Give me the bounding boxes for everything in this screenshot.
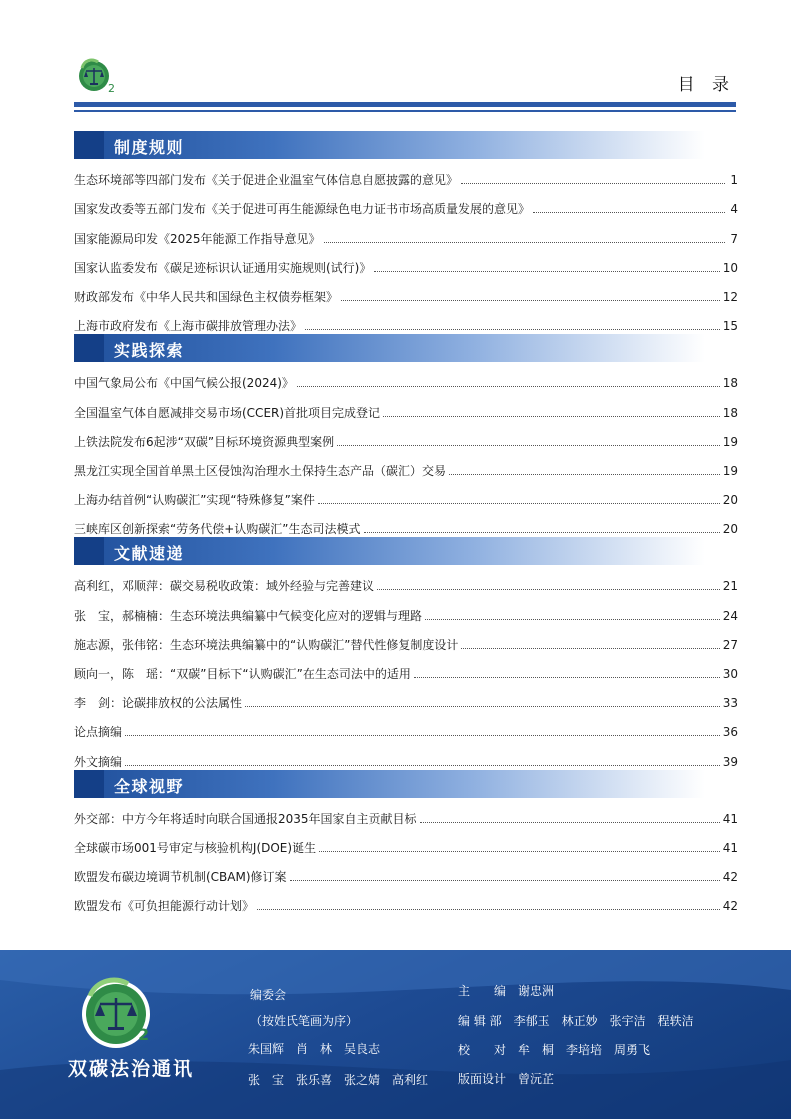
dot-leader — [290, 879, 720, 881]
toc-page-number: 4 — [730, 202, 738, 217]
toc-page-number: 18 — [722, 405, 738, 420]
scales-globe-logo-icon — [76, 974, 156, 1054]
toc-entry-title: 生态环境部等四部门发布《关于促进企业温室气体信息自愿披露的意见》 — [74, 173, 459, 188]
dot-leader — [257, 908, 720, 910]
section-header-accent — [74, 131, 104, 159]
section-header — [74, 131, 738, 159]
toc-entry[interactable] — [74, 391, 738, 420]
board-members-2: 张 宝 张乐喜 张之婧 高利红 — [248, 1073, 429, 1087]
svg-text:2: 2 — [138, 1025, 150, 1044]
toc-entry[interactable] — [74, 653, 738, 682]
toc-entry[interactable] — [74, 682, 738, 711]
dot-leader — [319, 850, 720, 852]
toc-entry[interactable] — [74, 362, 738, 391]
dot-leader — [377, 588, 720, 590]
toc-entry[interactable] — [74, 188, 738, 217]
section-header — [74, 770, 738, 798]
toc-entry-title: 黑龙江实现全国首单黑土区侵蚀沟治理水土保持生态产品（碳汇）交易 — [74, 463, 447, 478]
toc-page-number: 39 — [722, 754, 738, 769]
toc-page-number: 24 — [722, 608, 738, 623]
toc-entry-title: 顾向一，陈 瑶：“双碳”目标下“认购碳汇”在生态司法中的适用 — [74, 667, 411, 681]
ordering-note: （按姓氏笔画为序） — [250, 1014, 359, 1028]
toc-entry-title: 上海办结首例“认购碳汇”实现“特殊修复”案件 — [74, 493, 315, 508]
toc-page-number: 20 — [722, 522, 738, 537]
dot-leader — [125, 764, 720, 766]
toc-entry-title: 外交部：中方今年将适时向联合国通报2035年国家自主贡献目标 — [74, 811, 417, 826]
toc-page-number: 15 — [722, 319, 738, 334]
toc-page-number: 42 — [722, 870, 738, 885]
dot-leader — [414, 676, 720, 678]
toc-entry[interactable] — [74, 450, 738, 479]
toc-page-number: 1 — [730, 173, 738, 188]
dot-leader — [305, 328, 720, 330]
toc-entry-title: 外文摘编 — [74, 754, 123, 769]
toc-entry[interactable] — [74, 711, 738, 740]
section-header-accent — [74, 334, 104, 362]
toc-entry-title: 上铁法院发布6起涉“双碳”目标环境资源典型案例 — [74, 434, 335, 449]
header-rule — [74, 102, 736, 107]
toc-page-number: 18 — [722, 376, 738, 391]
section-title: 制度规则 — [114, 138, 185, 157]
dot-leader — [318, 502, 720, 504]
layout-designer: 版面设计 曾沅芷 — [458, 1072, 555, 1086]
dot-leader — [461, 182, 725, 184]
publication-name: 双碳法治通讯 — [68, 1058, 195, 1080]
toc-entry[interactable] — [74, 885, 738, 914]
page-title: 目 录 — [677, 75, 735, 95]
chief-editor: 主 编 谢忠洲 — [458, 984, 555, 998]
toc-entry-title: 全国温室气体自愿减排交易市场(CCER)首批项目完成登记 — [74, 405, 381, 420]
dot-leader — [125, 734, 720, 736]
toc-entry-title: 张 宝，郝楠楠：生态环境法典编纂中气候变化应对的逻辑与理路 — [74, 608, 423, 623]
toc-entry[interactable] — [74, 217, 738, 246]
toc-entry-title: 欧盟发布《可负担能源行动计划》 — [74, 899, 255, 914]
toc-page-number: 30 — [722, 667, 738, 681]
toc-entry-title: 三峡库区创新探索“劳务代偿+认购碳汇”生态司法模式 — [74, 522, 361, 537]
toc-entry[interactable] — [74, 479, 738, 508]
toc-page-number: 42 — [722, 899, 738, 914]
section-title: 文献速递 — [114, 544, 185, 564]
toc-entry-title: 中国气象局公布《中国气候公报(2024)》 — [74, 376, 294, 391]
toc-entry-title: 高利红，邓顺萍：碳交易税收政策：域外经验与完善建议 — [74, 579, 375, 594]
toc-page-number: 12 — [722, 289, 738, 304]
toc-page-number: 36 — [722, 725, 738, 740]
toc-page-number: 19 — [722, 463, 738, 478]
section-header-accent — [74, 537, 104, 565]
svg-text:2: 2 — [108, 82, 115, 95]
toc-entry-title: 施志源，张伟铭：生态环境法典编纂中的“认购碳汇”替代性修复制度设计 — [74, 637, 459, 652]
editorial-staff: 编 辑 部 李郁玉 林正妙 张宇洁 程轶洁 — [458, 1014, 694, 1028]
footer-banner — [0, 950, 791, 1119]
dot-leader — [364, 531, 720, 533]
toc-page-number: 21 — [722, 579, 738, 594]
header-rule-thin — [74, 110, 736, 112]
toc-page-number: 41 — [722, 811, 738, 826]
toc-entry[interactable] — [74, 247, 738, 276]
toc-entry-title: 李 剑：论碳排放权的公法属性 — [74, 696, 243, 711]
toc-entry[interactable] — [74, 508, 738, 537]
scales-globe-logo-icon — [74, 56, 120, 96]
toc-entry[interactable] — [74, 624, 738, 653]
toc-entry[interactable] — [74, 856, 738, 885]
section-title: 全球视野 — [114, 776, 185, 796]
toc-entry[interactable] — [74, 276, 738, 305]
toc-entry[interactable] — [74, 798, 738, 827]
section-header — [74, 537, 738, 565]
toc-page-number: 33 — [722, 696, 738, 711]
dot-leader — [533, 211, 725, 213]
dot-leader — [297, 385, 720, 387]
toc-page-number: 19 — [722, 434, 738, 449]
dot-leader — [341, 299, 720, 301]
dot-leader — [425, 618, 720, 620]
toc-entry[interactable] — [74, 740, 738, 769]
toc-entry-title: 论点摘编 — [74, 725, 123, 740]
toc-entry-title: 全球碳市场001号审定与核验机构J(DOE)诞生 — [74, 840, 317, 855]
toc-entry-title: 国家发改委等五部门发布《关于促进可再生能源绿色电力证书市场高质量发展的意见》 — [74, 202, 531, 217]
toc-page-number: 41 — [722, 840, 738, 855]
toc-page-number: 20 — [722, 493, 738, 508]
section-header — [74, 334, 738, 362]
dot-leader — [383, 415, 720, 417]
dot-leader — [245, 705, 720, 707]
table-of-contents — [74, 131, 738, 914]
dot-leader — [461, 647, 719, 649]
toc-page-number: 10 — [722, 260, 738, 275]
proofreaders: 校 对 牟 桐 李培培 周勇飞 — [458, 1043, 651, 1057]
toc-entry[interactable] — [74, 565, 738, 594]
toc-entry-title: 欧盟发布碳边境调节机制(CBAM)修订案 — [74, 870, 287, 885]
toc-entry[interactable] — [74, 305, 738, 334]
toc-entry[interactable] — [74, 827, 738, 856]
section-title: 实践探索 — [114, 341, 185, 361]
dot-leader — [420, 821, 720, 823]
toc-entry[interactable] — [74, 159, 738, 188]
dot-leader — [449, 473, 720, 475]
dot-leader — [374, 270, 719, 272]
section-header-accent — [74, 770, 104, 798]
toc-entry-title: 财政部发布《中华人民共和国绿色主权债券框架》 — [74, 289, 339, 304]
board-members-1: 朱国辉 肖 林 吴良志 — [248, 1042, 381, 1056]
toc-page-number: 7 — [730, 231, 738, 246]
dot-leader — [337, 444, 720, 446]
dot-leader — [324, 241, 725, 243]
toc-entry[interactable] — [74, 594, 738, 623]
toc-entry-title: 上海市政府发布《上海市碳排放管理办法》 — [74, 319, 303, 334]
toc-entry[interactable] — [74, 421, 738, 450]
toc-entry-title: 国家能源局印发《2025年能源工作指导意见》 — [74, 231, 321, 246]
toc-entry-title: 国家认监委发布《碳足迹标识认证通用实施规则(试行)》 — [74, 260, 372, 275]
editorial-board-label: 编委会 — [250, 988, 287, 1002]
toc-page-number: 27 — [722, 637, 738, 652]
